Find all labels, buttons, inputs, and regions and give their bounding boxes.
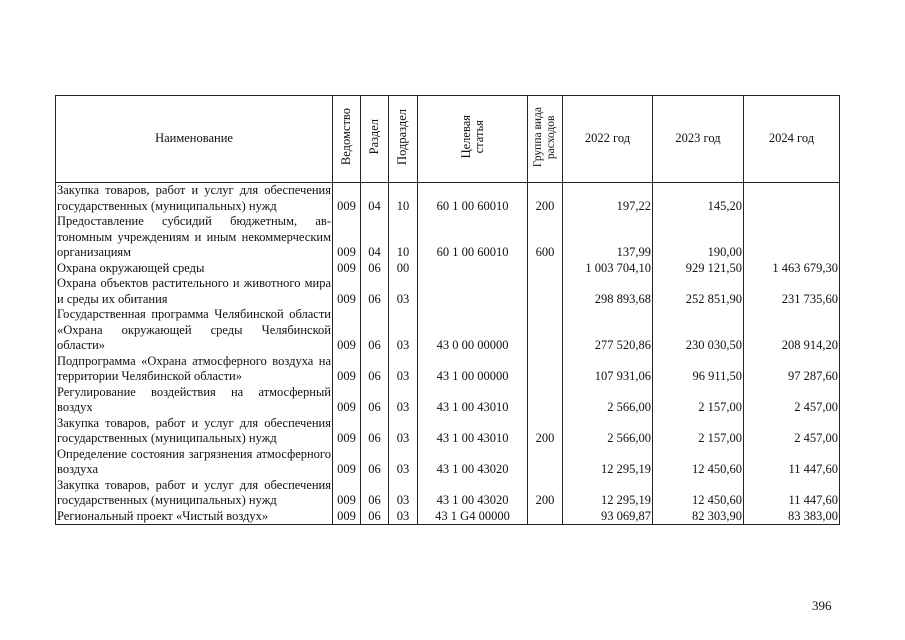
row-subsection: 03	[389, 447, 418, 478]
row-amount-2024: 2 457,00	[744, 385, 840, 416]
row-amount-2024: 97 287,60	[744, 354, 840, 385]
row-section: 06	[361, 261, 389, 277]
row-subsection: 03	[389, 416, 418, 447]
row-expense-group: 200	[528, 416, 563, 447]
row-agency: 009	[333, 183, 361, 215]
row-name: Региональный проект «Чистый воздух»	[56, 509, 333, 525]
table-row	[56, 183, 840, 215]
row-name: Закупка товаров, работ и услуг для обеспечения государственных (муниципальных) нужд	[57, 415, 331, 445]
row-agency: 009	[333, 416, 361, 447]
row-amount-2023: 929 121,50	[653, 261, 744, 277]
row-subsection: 03	[389, 354, 418, 385]
row-name: Государственная программа Челябинской области «Охрана окружающей среды Челябинской области»	[57, 307, 331, 352]
row-amount-2023: 2 157,00	[653, 416, 744, 447]
header-target-article: Целевая статья	[418, 96, 528, 183]
row-amount-2023: 96 911,50	[653, 354, 744, 385]
row-amount-2023: 230 030,50	[653, 307, 744, 354]
row-expense-group	[528, 385, 563, 416]
row-expense-group	[528, 261, 563, 277]
row-amount-2024: 11 447,60	[744, 447, 840, 478]
row-target-article: 43 1 00 43020	[418, 447, 528, 478]
row-section: 06	[361, 276, 389, 307]
row-agency: 009	[333, 354, 361, 385]
row-amount-2024: 231 735,60	[744, 276, 840, 307]
table-row	[56, 416, 840, 447]
row-subsection: 03	[389, 478, 418, 509]
row-expense-group	[528, 307, 563, 354]
row-target-article: 60 1 00 60010	[418, 183, 528, 215]
row-amount-2022: 2 566,00	[563, 416, 653, 447]
row-amount-2023: 190,00	[653, 214, 744, 261]
header-agency: Ведомство	[333, 96, 361, 183]
table-row	[56, 385, 840, 416]
row-name: Закупка товаров, работ и услуг для обеспечения государственных (муниципальных) нужд	[57, 477, 331, 507]
row-section: 06	[361, 385, 389, 416]
row-section: 06	[361, 447, 389, 478]
header-2022: 2022 год	[563, 96, 653, 183]
table-row	[56, 447, 840, 478]
row-agency: 009	[333, 261, 361, 277]
row-expense-group	[528, 447, 563, 478]
row-name: Предоставление субсидий бюджетным, автономным учреждениям и иным некоммерческим организациям	[57, 214, 331, 259]
row-amount-2022: 298 893,68	[563, 276, 653, 307]
header-name: Наименование	[56, 96, 333, 183]
row-amount-2023: 2 157,00	[653, 385, 744, 416]
row-subsection: 03	[389, 509, 418, 525]
row-section: 06	[361, 307, 389, 354]
table-body	[56, 183, 840, 525]
row-subsection: 10	[389, 214, 418, 261]
table-row	[56, 478, 840, 509]
row-target-article: 43 0 00 00000	[418, 307, 528, 354]
row-target-article	[418, 261, 528, 277]
row-section: 06	[361, 416, 389, 447]
table-row	[56, 276, 840, 307]
header-section: Раздел	[361, 96, 389, 183]
table-row	[56, 261, 840, 277]
table-row	[56, 214, 840, 261]
row-section: 06	[361, 478, 389, 509]
header-2024: 2024 год	[744, 96, 840, 183]
row-amount-2022: 12 295,19	[563, 447, 653, 478]
row-agency: 009	[333, 276, 361, 307]
row-expense-group: 200	[528, 478, 563, 509]
header-subsection: Подраздел	[389, 96, 418, 183]
row-amount-2022: 2 566,00	[563, 385, 653, 416]
row-target-article	[418, 276, 528, 307]
row-amount-2022: 137,99	[563, 214, 653, 261]
header-2023: 2023 год	[653, 96, 744, 183]
row-expense-group	[528, 509, 563, 525]
row-amount-2023: 252 851,90	[653, 276, 744, 307]
row-expense-group	[528, 276, 563, 307]
row-agency: 009	[333, 214, 361, 261]
table-header-row	[56, 96, 840, 183]
page-number: 396	[812, 598, 832, 613]
row-amount-2022: 1 003 704,10	[563, 261, 653, 277]
row-name: Регулирование воздействия на атмосферный воздух	[57, 384, 331, 414]
table-row	[56, 354, 840, 385]
row-amount-2024: 2 457,00	[744, 416, 840, 447]
row-amount-2022: 107 931,06	[563, 354, 653, 385]
row-amount-2024	[744, 214, 840, 261]
row-subsection: 10	[389, 183, 418, 215]
row-subsection: 00	[389, 261, 418, 277]
row-amount-2024: 1 463 679,30	[744, 261, 840, 277]
row-name: Подпрограмма «Охрана атмосферного воздуха на территории Челябинской области»	[57, 353, 331, 383]
row-agency: 009	[333, 385, 361, 416]
row-name: Охрана объектов растительного и животного мира и среды их обитания	[57, 276, 331, 306]
row-expense-group	[528, 354, 563, 385]
row-amount-2023: 12 450,60	[653, 478, 744, 509]
row-amount-2022: 277 520,86	[563, 307, 653, 354]
row-section: 04	[361, 214, 389, 261]
row-target-article: 43 1 G4 00000	[418, 509, 528, 525]
row-agency: 009	[333, 509, 361, 525]
row-amount-2024: 83 383,00	[744, 509, 840, 525]
row-section: 06	[361, 354, 389, 385]
row-amount-2022: 12 295,19	[563, 478, 653, 509]
row-target-article: 43 1 00 43010	[418, 385, 528, 416]
row-agency: 009	[333, 307, 361, 354]
row-name: Определение состояния загрязнения атмосферного воздуха	[57, 446, 331, 476]
budget-table	[55, 95, 840, 525]
row-target-article: 43 1 00 43010	[418, 416, 528, 447]
row-amount-2023: 145,20	[653, 183, 744, 215]
table-row	[56, 307, 840, 354]
table-row	[56, 509, 840, 525]
row-target-article: 43 1 00 00000	[418, 354, 528, 385]
row-expense-group: 200	[528, 183, 563, 215]
row-target-article: 60 1 00 60010	[418, 214, 528, 261]
row-target-article: 43 1 00 43020	[418, 478, 528, 509]
row-amount-2022: 197,22	[563, 183, 653, 215]
row-subsection: 03	[389, 385, 418, 416]
row-amount-2022: 93 069,87	[563, 509, 653, 525]
row-subsection: 03	[389, 307, 418, 354]
row-name: Охрана окружающей среды	[56, 261, 333, 277]
row-amount-2024	[744, 183, 840, 215]
row-amount-2023: 12 450,60	[653, 447, 744, 478]
row-expense-group: 600	[528, 214, 563, 261]
row-subsection: 03	[389, 276, 418, 307]
row-agency: 009	[333, 478, 361, 509]
row-amount-2024: 11 447,60	[744, 478, 840, 509]
row-amount-2023: 82 303,90	[653, 509, 744, 525]
row-section: 06	[361, 509, 389, 525]
row-name: Закупка товаров, работ и услуг для обеспечения государственных (муниципальных) нужд	[57, 183, 331, 213]
row-amount-2024: 208 914,20	[744, 307, 840, 354]
row-section: 04	[361, 183, 389, 215]
row-agency: 009	[333, 447, 361, 478]
header-expense-group: Группа вида расходов	[528, 96, 563, 183]
